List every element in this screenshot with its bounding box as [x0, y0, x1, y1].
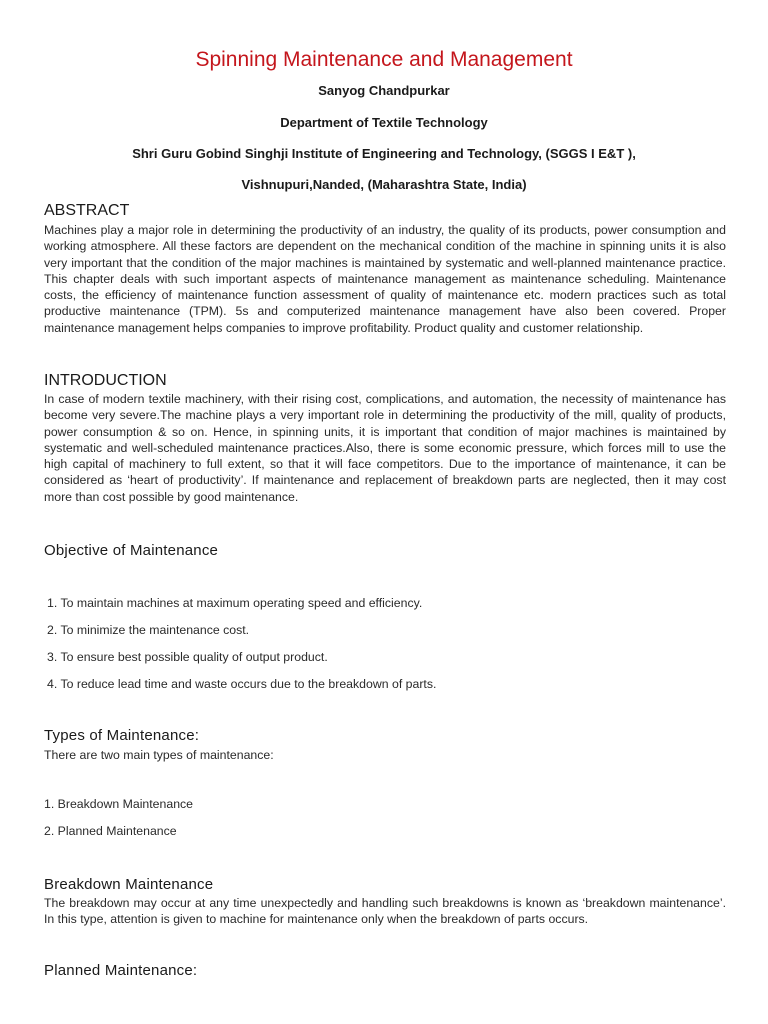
institute-location: Vishnupuri,Nanded, (Maharashtra State, India) — [241, 177, 527, 192]
introduction-heading: INTRODUCTION — [44, 372, 167, 389]
list-item: 2. Planned Maintenance — [44, 824, 177, 838]
author-name: Sanyog Chandpurkar — [318, 83, 450, 98]
department-name: Department of Textile Technology — [280, 115, 488, 130]
abstract-heading: ABSTRACT — [44, 202, 130, 219]
types-heading: Types of Maintenance: — [44, 727, 200, 744]
abstract-text: Machines play a major role in determining the productivity of an industry, the quality of its products, power consumption and working atmosphere. All these factors are dependent on the mechanical condition of the machine in spinning units it is also very important that the condition of the major machines is maintained by systematic and well-planned maintenance practice. This chapter deals with such important aspects of maintenance management as maintenance scheduling. Maintenance costs, the efficiency of maintenance function assessment of quality of maintenance etc. modern practices such as total productive maintenance (TPM). 5s and computerized maintenance management have also been covered. Proper maintenance management helps companies to improve profitability. Product quality and customer relationship. — [44, 223, 726, 335]
objective-heading: Objective of Maintenance — [44, 542, 219, 559]
planned-heading: Planned Maintenance: — [44, 962, 198, 979]
types-intro: There are two main types of maintenance: — [44, 748, 274, 762]
list-item: 2. To minimize the maintenance cost. — [47, 623, 250, 637]
list-item: 1. Breakdown Maintenance — [44, 797, 194, 811]
list-item: 4. To reduce lead time and waste occurs due to the breakdown of parts. — [47, 677, 437, 691]
list-item: 3. To ensure best possible quality of output product. — [47, 650, 328, 664]
list-item: 1. To maintain machines at maximum operating speed and efficiency. — [47, 596, 423, 610]
introduction-text: In case of modern textile machinery, with their rising cost, complications, and automation, the necessity of maintenance has become very severe.The machine plays a very important role in determining the productivity of the mill, quality of products, power consumption & so on. Hence, in spinning units, it is important that condition of major machines is maintained by systematic and well-scheduled maintenance practices.Also, there is some economic pressure, which forces mill to use the high capital of machinery to full extent, so that it will face competitors. Due to the importance of maintenance, it can be considered as ‘heart of productivity’. If maintenance and replacement of breakdown parts are neglected, then it may cost more than cost possible by good maintenance. — [44, 392, 726, 504]
breakdown-text: The breakdown may occur at any time unexpectedly and handling such breakdowns is known as ‘breakdown maintenance’. In this type, attention is given to machine for maintenance only when the breakdown of parts occurs. — [44, 896, 726, 927]
institute-name: Shri Guru Gobind Singhji Institute of Engineering and Technology, (SGGS I E&T ), — [132, 146, 636, 161]
document-title: Spinning Maintenance and Management — [195, 48, 573, 71]
breakdown-heading: Breakdown Maintenance — [44, 876, 214, 893]
